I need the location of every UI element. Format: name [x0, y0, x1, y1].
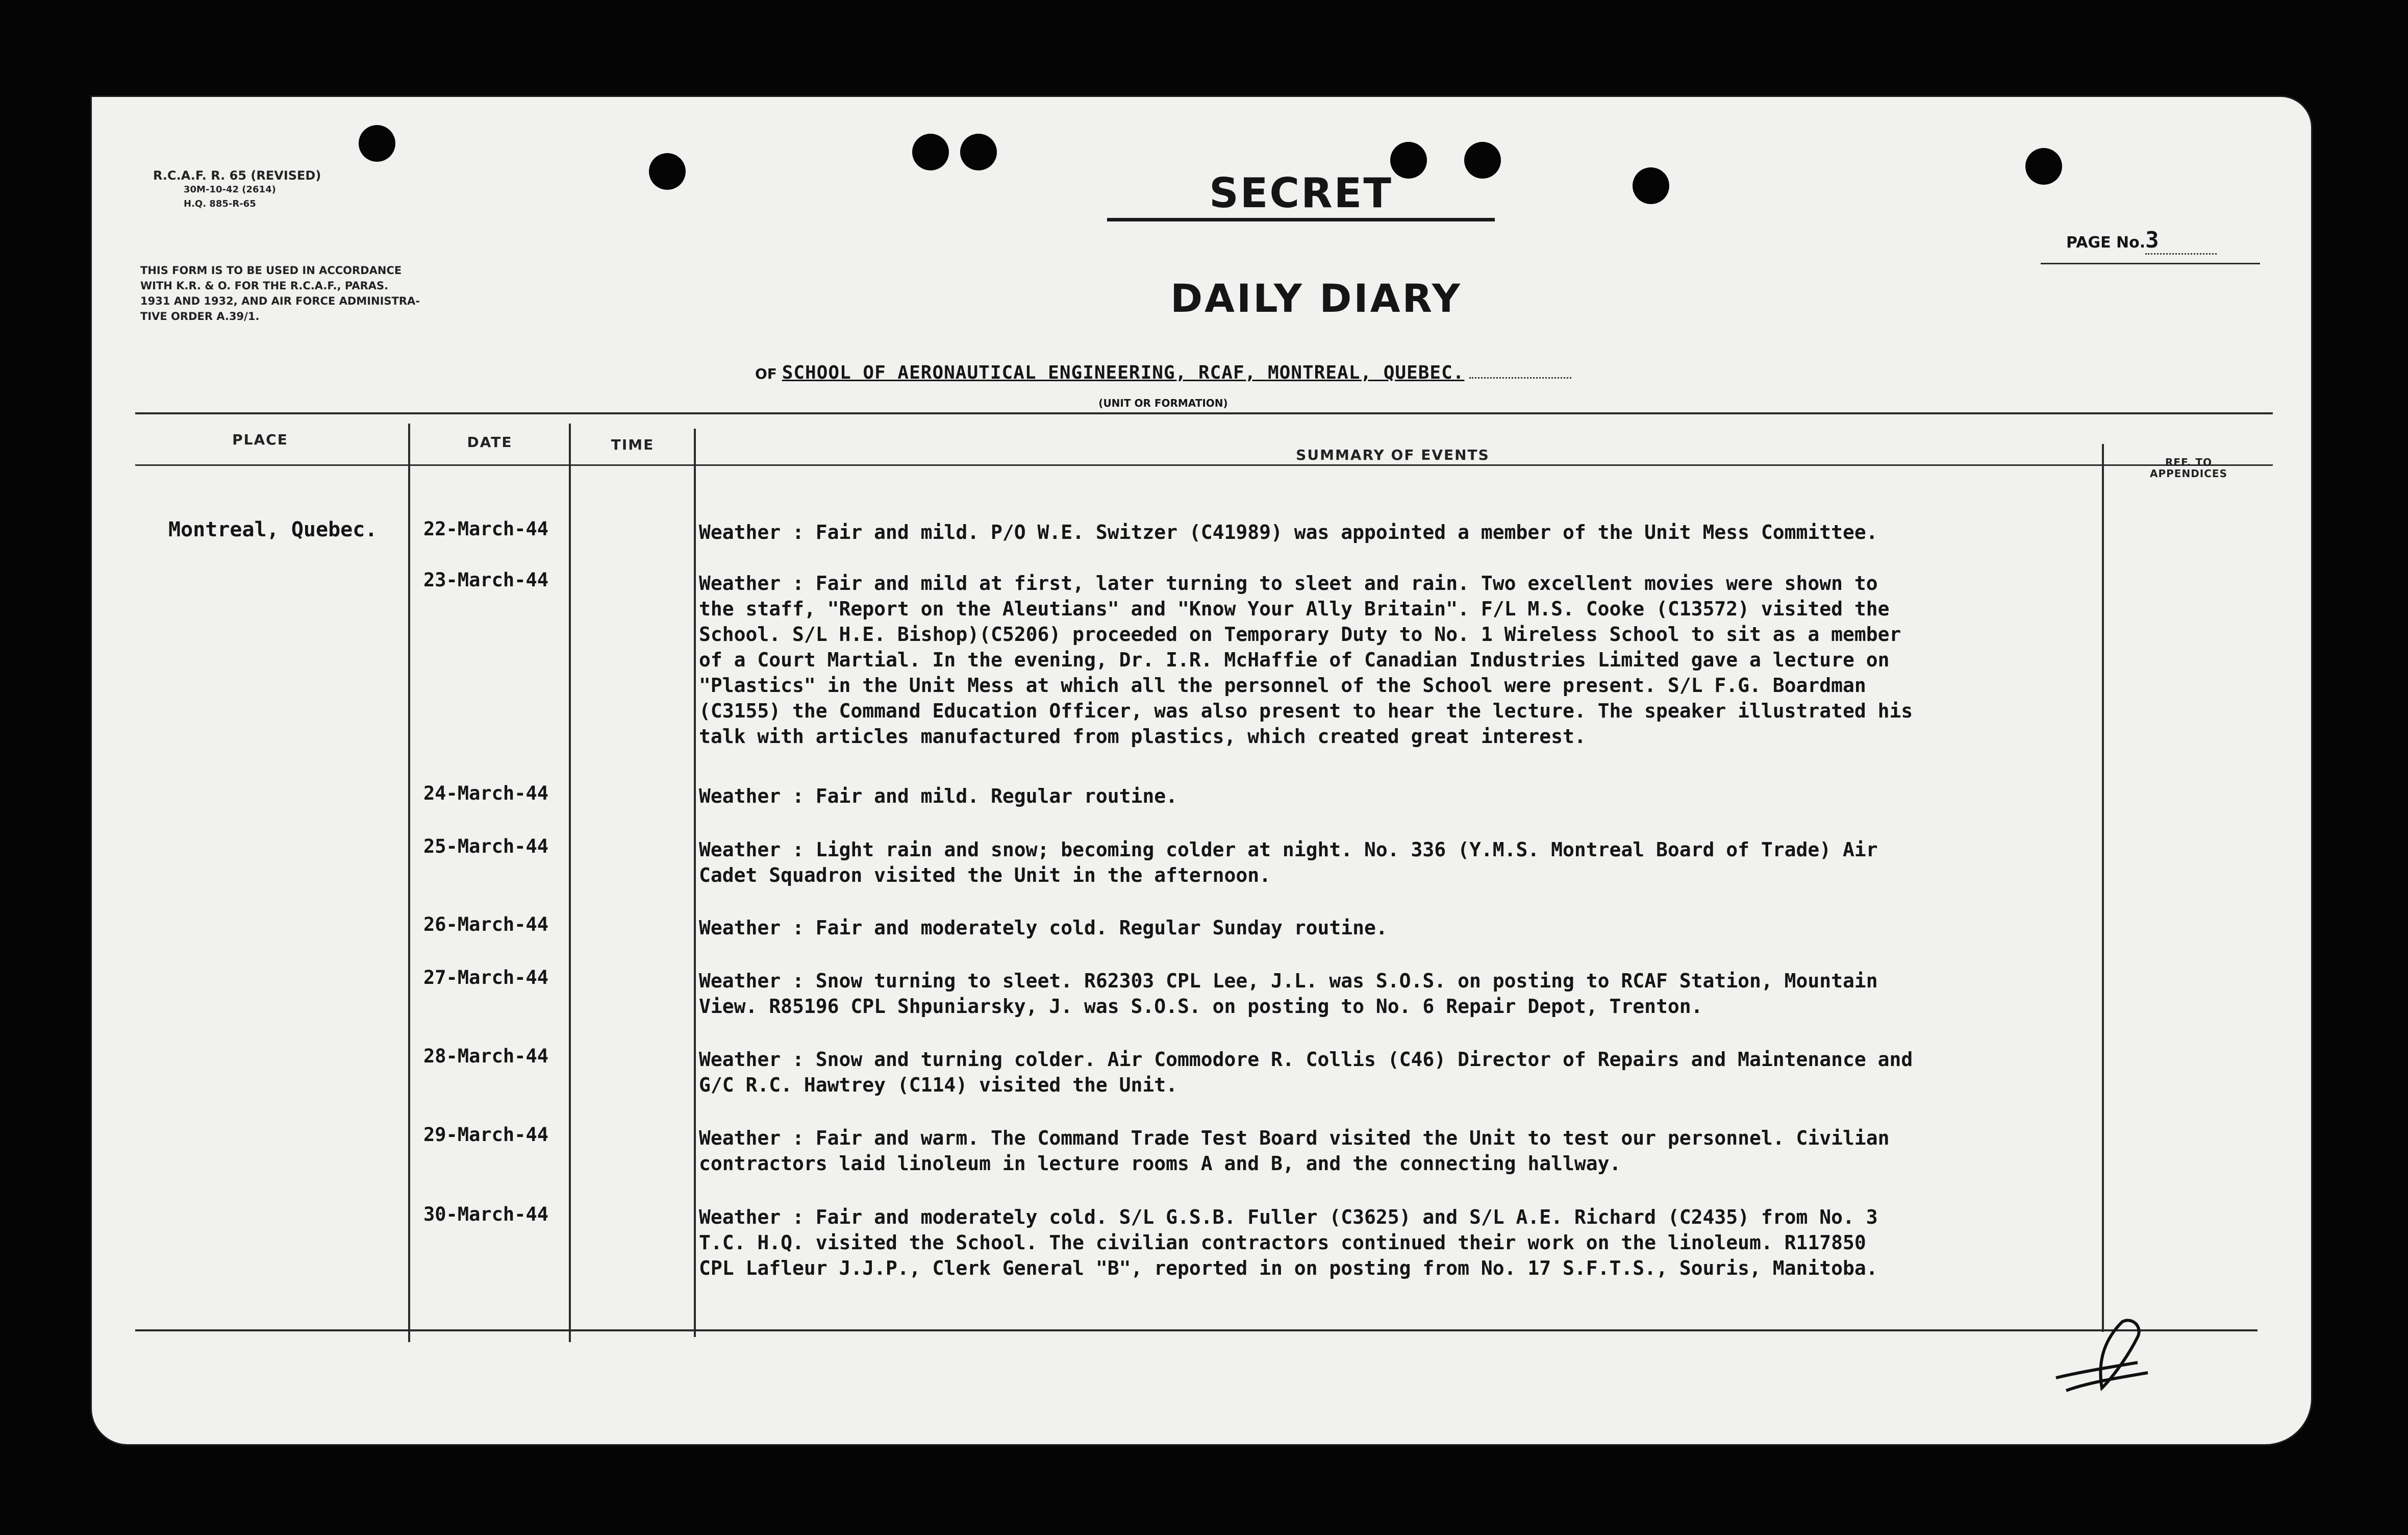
form-id-block [153, 168, 321, 211]
column-header-summary: SUMMARY OF EVENTS [1296, 447, 1490, 463]
entry-line: View. R85196 CPL Shpuniarsky, J. was S.O.S. on posting to No. 6 Repair Depot, Trenton. [699, 995, 1703, 1018]
diary-entry [699, 1047, 2092, 1098]
entry-line: (C3155) the Command Education Officer, was also present to hear the lecture. The speaker illustrated his [699, 700, 1913, 722]
classification-heading: SECRET [1107, 171, 1495, 221]
entry-line: CPL Lafleur J.J.P., Clerk General "B", reported in on posting from No. 17 S.F.T.S., Souris, Manitoba. [699, 1257, 1878, 1279]
column-header-place: PLACE [232, 431, 288, 448]
header-bottom-rule [135, 464, 2273, 466]
page-title: DAILY DIARY [1170, 276, 1462, 321]
table-bottom-rule [135, 1329, 2258, 1331]
column-divider [694, 429, 696, 1337]
column-header-date: DATE [467, 434, 513, 451]
date-cell: 25-March-44 [423, 835, 549, 857]
instruction-line: THIS FORM IS TO BE USED IN ACCORDANCE [140, 264, 402, 277]
unit-line [755, 362, 1765, 383]
punch-hole [960, 134, 997, 170]
entry-line: Weather : Fair and mild at first, later turning to sleet and rain. Two excellent movies were shown to [699, 572, 1878, 595]
entry-line: the staff, "Report on the Aleutians" and "Know Your Ally Britain". F/L M.S. Cooke (C13572) visited the [699, 598, 1890, 620]
instruction-line: TIVE ORDER A.39/1. [140, 310, 260, 323]
date-cell: 22-March-44 [423, 518, 549, 540]
column-divider [569, 424, 571, 1342]
page-number [2066, 227, 2217, 255]
entry-line: Weather : Fair and moderately cold. S/L G.S.B. Fuller (C3625) and S/L A.E. Richard (C2435) from No. 3 [699, 1206, 1878, 1228]
diary-entry [699, 519, 2092, 545]
diary-entry [699, 837, 2092, 888]
date-cell: 30-March-44 [423, 1203, 549, 1225]
entry-line: Weather : Fair and mild. Regular routine. [699, 785, 1177, 807]
header-rule [2041, 263, 2260, 264]
entry-line: Weather : Snow turning to sleet. R62303 CPL Lee, J.L. was S.O.S. on posting to RCAF Station, Mountain [699, 970, 1878, 992]
punch-hole [912, 134, 949, 170]
diary-entry [699, 915, 2092, 940]
column-header-time: TIME [611, 436, 655, 453]
diary-entry [699, 571, 2092, 749]
form-instructions [140, 263, 420, 324]
date-cell: 29-March-44 [423, 1124, 549, 1146]
column-divider [2102, 444, 2104, 1332]
diary-entry [699, 783, 2092, 809]
entry-line: Weather : Light rain and snow; becoming colder at night. No. 336 (Y.M.S. Montreal Board of Trade) Air [699, 838, 1878, 861]
entry-line: Weather : Fair and moderately cold. Regular Sunday routine. [699, 917, 1388, 939]
date-cell: 27-March-44 [423, 967, 549, 988]
date-cell: 24-March-44 [423, 782, 549, 804]
form-id-line: 30M-10-42 (2614) [184, 184, 276, 195]
entry-line: contractors laid linoleum in lecture rooms A and B, and the connecting hallway. [699, 1152, 1621, 1175]
entry-line: Weather : Fair and mild. P/O W.E. Switzer (C41989) was appointed a member of the Unit Mess Committee. [699, 521, 1878, 543]
entry-line: G/C R.C. Hawtrey (C114) visited the Unit. [699, 1074, 1177, 1096]
page-number-value: 3 [2145, 227, 2217, 255]
entry-line: T.C. H.Q. visited the School. The civilian contractors continued their work on the linoleum. R117850 [699, 1231, 1866, 1254]
entry-line: of a Court Martial. In the evening, Dr. I.R. McHaffie of Canadian Industries Limited gave a lecture on [699, 649, 1890, 671]
punch-hole [1633, 167, 1669, 204]
diary-form-card [92, 97, 2311, 1444]
unit-caption: (UNIT OR FORMATION) [1098, 397, 1228, 409]
dotted-fill [1469, 377, 1571, 379]
diary-entry [699, 968, 2092, 1019]
date-cell: 28-March-44 [423, 1045, 549, 1067]
handwritten-signature-mark [2046, 1301, 2158, 1403]
instruction-line: WITH K.R. & O. FOR THE R.C.A.F., PARAS. [140, 280, 389, 292]
column-header-ref [2107, 457, 2270, 479]
entry-line: Cadet Squadron visited the Unit in the afternoon. [699, 864, 1271, 886]
form-id-line: H.Q. 885-R-65 [184, 199, 256, 209]
entry-line: Weather : Fair and warm. The Command Trade Test Board visited the Unit to test our personnel. Civilian [699, 1127, 1890, 1149]
entry-line: Weather : Snow and turning colder. Air Commodore R. Collis (C46) Director of Repairs and Maintenance and [699, 1048, 1913, 1071]
punch-hole [359, 125, 395, 162]
ref-header-line: APPENDICES [2150, 467, 2227, 480]
table-top-rule [135, 412, 2273, 414]
punch-hole [649, 153, 686, 190]
date-cell: 26-March-44 [423, 913, 549, 935]
punch-hole [2025, 148, 2062, 185]
entry-line: "Plastics" in the Unit Mess at which all the personnel of the School were present. S/L F.G. Boardman [699, 674, 1866, 697]
unit-name: SCHOOL OF AERONAUTICAL ENGINEERING, RCAF, MONTREAL, QUEBEC. [782, 362, 1465, 383]
entry-line: talk with articles manufactured from plastics, which created great interest. [699, 725, 1586, 748]
instruction-line: 1931 AND 1932, AND AIR FORCE ADMINISTRA- [140, 295, 420, 307]
page-number-label: PAGE No. [2066, 234, 2146, 252]
place-cell: Montreal, Quebec. [168, 518, 378, 541]
form-id-line: R.C.A.F. R. 65 (REVISED) [153, 168, 321, 183]
ref-header-line: REF. TO [2165, 456, 2212, 468]
of-label: OF [755, 365, 777, 382]
entry-line: School. S/L H.E. Bishop)(C5206) proceeded on Temporary Duty to No. 1 Wireless School to sit as a member [699, 623, 1901, 646]
column-divider [408, 424, 410, 1342]
diary-entry [699, 1125, 2092, 1176]
date-cell: 23-March-44 [423, 569, 549, 591]
diary-entry [699, 1204, 2092, 1281]
